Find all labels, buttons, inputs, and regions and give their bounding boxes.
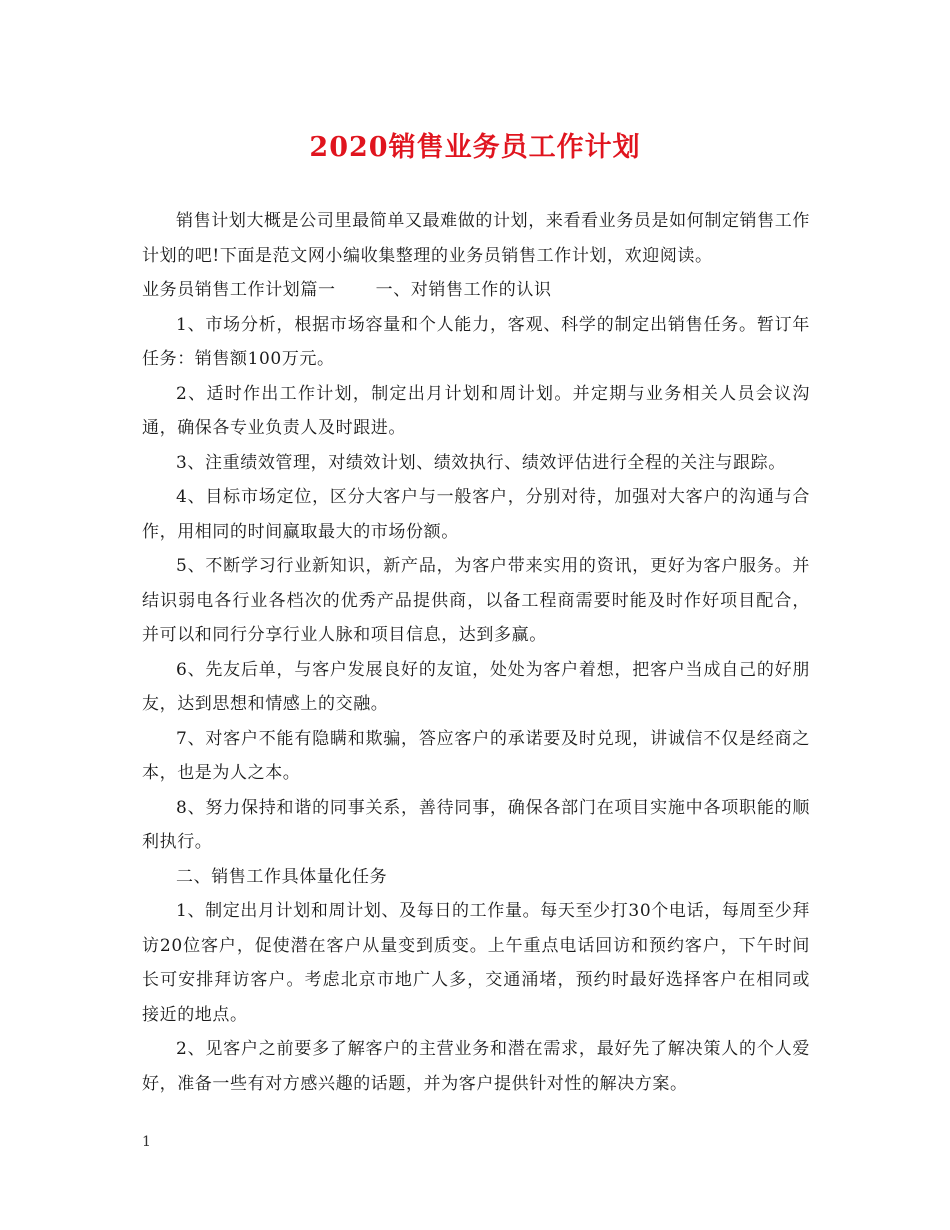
list-item: 3、注重绩效管理，对绩效计划、绩效执行、绩效评估进行全程的关注与跟踪。 (176, 452, 786, 473)
list-item: 1、制定出月计划和周计划、及每日的工作量。每天至少打30个电话，每周至少拜访20位客户，促使潜在客户从量变到质变。上午重点电话回访和预约客户，下午时间长可安排拜访客户。考虑北京市地广人多，交通涌堵，预约时最好选择客户在相同或接近的地点。 (142, 901, 810, 1025)
list-item: 8、努力保持和谐的同事关系，善待同事，确保各部门在项目实施中各项职能的顺利执行。 (142, 797, 810, 852)
section-label: 业务员销售工作计划篇一 (142, 280, 336, 300)
document-body (142, 204, 810, 1101)
list-item: 2、见客户之前要多了解客户的主营业务和潜在需求，最好先了解决策人的个人爱好，准备一些有对方感兴趣的话题，并为客户提供针对性的解决方案。 (142, 1039, 810, 1094)
page-number: 1 (142, 1134, 151, 1150)
list-item: 5、不断学习行业新知识，新产品，为客户带来实用的资讯，更好为客户服务。并结识弱电各行业各档次的优秀产品提供商，以备工程商需要时能及时作好项目配合，并可以和同行分享行业人脉和项目信息，达到多赢。 (142, 556, 810, 645)
section-heading-1: 一、对销售工作的认识 (375, 280, 552, 300)
list-item: 4、目标市场定位，区分大客户与一般客户，分别对待，加强对大客户的沟通与合作，用相同的时间赢取最大的市场份额。 (142, 487, 810, 542)
section-heading-line (142, 273, 810, 308)
list-item: 2、适时作出工作计划，制定出月计划和周计划。并定期与业务相关人员会议沟通，确保各专业负责人及时跟进。 (142, 383, 810, 438)
list-item: 7、对客户不能有隐瞒和欺骗，答应客户的承诺要及时兑现，讲诚信不仅是经商之本，也是为人之本。 (142, 728, 810, 783)
list-item: 1、市场分析，根据市场容量和个人能力，客观、科学的制定出销售任务。暂订年任务：销售额100万元。 (142, 314, 810, 369)
intro-paragraph: 销售计划大概是公司里最简单又最难做的计划，来看看业务员是如何制定销售工作计划的吧!下面是范文网小编收集整理的业务员销售工作计划，欢迎阅读。 (142, 211, 810, 266)
document-title: 2020销售业务员工作计划 (309, 132, 641, 163)
section-heading-2: 二、销售工作具体量化任务 (176, 866, 388, 887)
list-item: 6、先友后单，与客户发展良好的友谊，处处为客户着想，把客户当成自己的好朋友，达到思想和情感上的交融。 (142, 659, 810, 714)
